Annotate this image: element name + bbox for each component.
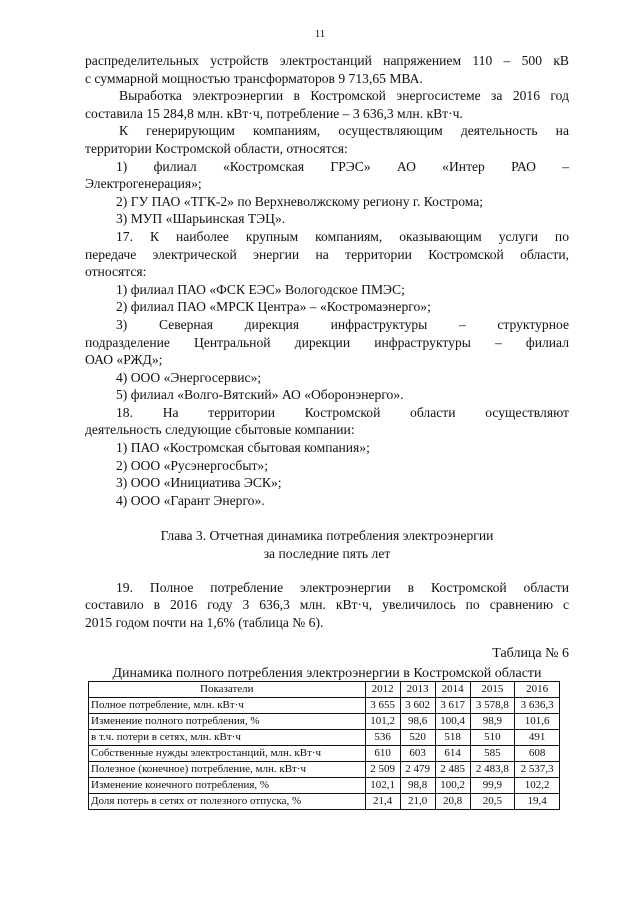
list-item: 2) ГУ ПАО «ТГК-2» по Верхневолжскому региону г. Кострома; — [116, 193, 484, 209]
table-cell: 608 — [515, 746, 560, 762]
table-row — [89, 698, 560, 714]
row-label: Собственные нужды электростанций, млн. кВт·ч — [89, 746, 366, 762]
column-header: Показатели — [89, 682, 366, 698]
spacer — [85, 563, 569, 579]
chapter-heading-line: Глава 3. Отчетная динамика потребления электроэнергии — [160, 528, 494, 544]
table-cell: 585 — [470, 746, 515, 762]
table-cell: 3 655 — [365, 698, 400, 714]
table-cell: 20,8 — [435, 794, 470, 810]
list-item: 3) МУП «Шарьинская ТЭЦ». — [116, 211, 286, 227]
table-cell: 99,9 — [470, 778, 515, 794]
table-row — [89, 714, 560, 730]
paragraph-line: деятельность следующие сбытовые компании: — [85, 422, 355, 438]
table-cell: 20,5 — [470, 794, 515, 810]
table-cell: 102,2 — [515, 778, 560, 794]
data-table — [88, 681, 560, 810]
table-cell: 614 — [435, 746, 470, 762]
table-cell: 491 — [515, 730, 560, 746]
table-cell: 101,2 — [365, 714, 400, 730]
table-cell: 520 — [400, 730, 435, 746]
table-cell: 98,6 — [400, 714, 435, 730]
table-cell: 510 — [470, 730, 515, 746]
list-item: 2) ООО «Русэнергосбыт»; — [116, 457, 269, 473]
table-row — [89, 730, 560, 746]
paragraph-line: К генерирующим компаниям, осуществляющим деятельность на — [119, 123, 569, 139]
table-cell: 21,4 — [365, 794, 400, 810]
list-item: 3) Северная дирекция инфраструктуры – структурное — [116, 316, 569, 332]
list-item: 4) ООО «Гарант Энерго». — [116, 492, 265, 508]
column-header: 2015 — [470, 682, 515, 698]
table-cell: 100,2 — [435, 778, 470, 794]
row-label: Полное потребление, млн. кВт·ч — [89, 698, 366, 714]
table-cell: 536 — [365, 730, 400, 746]
list-item-continuation: подразделение Центральной дирекции инфраструктуры – филиал — [85, 334, 569, 350]
chapter-heading-line: за последние пять лет — [263, 546, 391, 562]
table-cell: 100,4 — [435, 714, 470, 730]
paragraph-line: составила 15 284,8 млн. кВт·ч, потребление – 3 636,3 млн. кВт·ч. — [85, 105, 463, 121]
paragraph-line: 17. К наиболее крупным компаниям, оказывающим услуги по — [116, 228, 569, 244]
table-cell: 3 602 — [400, 698, 435, 714]
paragraph-line: 2015 годом почти на 1,6% (таблица № 6). — [85, 614, 324, 630]
list-item-continuation: ОАО «РЖД»; — [85, 352, 163, 368]
column-header: 2016 — [515, 682, 560, 698]
paragraph-line: Выработка электроэнергии в Костромской энергосистеме за 2016 год — [119, 88, 569, 104]
table-cell: 21,0 — [400, 794, 435, 810]
table-cell: 102,1 — [365, 778, 400, 794]
list-item-continuation: Электрогенерация»; — [85, 176, 202, 192]
table-cell: 98,9 — [470, 714, 515, 730]
table-cell: 3 578,8 — [470, 698, 515, 714]
table-cell: 610 — [365, 746, 400, 762]
list-item: 1) ПАО «Костромская сбытовая компания»; — [116, 440, 370, 456]
paragraph-line: относятся: — [85, 264, 147, 280]
paragraph-line: распределительных устройств электростанций напряжением 110 – 500 кВ — [85, 53, 569, 68]
table-row — [89, 746, 560, 762]
table-cell: 2 483,8 — [470, 762, 515, 778]
table-cell: 603 — [400, 746, 435, 762]
paragraph-line: составило в 2016 году 3 636,3 млн. кВт·ч, увеличилось по сравнению с — [85, 597, 569, 613]
table-cell: 2 485 — [435, 762, 470, 778]
table-cell: 2 537,3 — [515, 762, 560, 778]
table-header-row — [89, 682, 560, 698]
table-cell: 2 509 — [365, 762, 400, 778]
table-cell: 2 479 — [400, 762, 435, 778]
paragraph-line: 18. На территории Костромской области осуществляют — [116, 404, 569, 420]
table-row — [89, 794, 560, 810]
list-item: 1) филиал ПАО «ФСК ЕЭС» Вологодское ПМЭС; — [116, 281, 405, 297]
row-label: Полезное (конечное) потребление, млн. кВт·ч — [89, 762, 366, 778]
column-header: 2014 — [435, 682, 470, 698]
column-header: 2013 — [400, 682, 435, 698]
table-cell: 3 617 — [435, 698, 470, 714]
row-label: Изменение конечного потребления, % — [89, 778, 366, 794]
paragraph-line: передаче электрической энергии на территории Костромской области, — [85, 246, 569, 262]
table-cell: 19,4 — [515, 794, 560, 810]
table-row — [89, 778, 560, 794]
table-cell: 101,6 — [515, 714, 560, 730]
list-item: 3) ООО «Инициатива ЭСК»; — [116, 475, 282, 491]
row-label: Изменение полного потребления, % — [89, 714, 366, 730]
table-title: Динамика полного потребления электроэнергии в Костромской области — [112, 666, 542, 681]
row-label: Доля потерь в сетях от полезного отпуска, % — [89, 794, 366, 810]
table-cell: 518 — [435, 730, 470, 746]
paragraph-line: 19. Полное потребление электроэнергии в Костромской области — [116, 579, 569, 595]
page-number: 11 — [314, 28, 326, 40]
table-cell: 3 636,3 — [515, 698, 560, 714]
table-cell: 98,8 — [400, 778, 435, 794]
paragraph-line: территории Костромской области, относятся: — [85, 140, 348, 156]
row-label: в т.ч. потери в сетях, млн. кВт·ч — [89, 730, 366, 746]
document-body — [85, 52, 569, 683]
chapter-heading — [85, 527, 569, 562]
list-item: 5) филиал «Волго-Вятский» АО «Оборонэнерго». — [116, 387, 404, 403]
paragraph-line: с суммарной мощностью трансформаторов 9 713,65 МВА. — [85, 70, 423, 86]
list-item: 2) филиал ПАО «МРСК Центра» – «Костромаэнерго»; — [116, 299, 431, 315]
list-item: 4) ООО «Энергосервис»; — [116, 369, 262, 385]
table-label: Таблица № 6 — [492, 646, 569, 662]
list-item: 1) филиал «Костромская ГРЭС» АО «Интер РАО – — [116, 158, 569, 174]
table-row — [89, 762, 560, 778]
column-header: 2012 — [365, 682, 400, 698]
